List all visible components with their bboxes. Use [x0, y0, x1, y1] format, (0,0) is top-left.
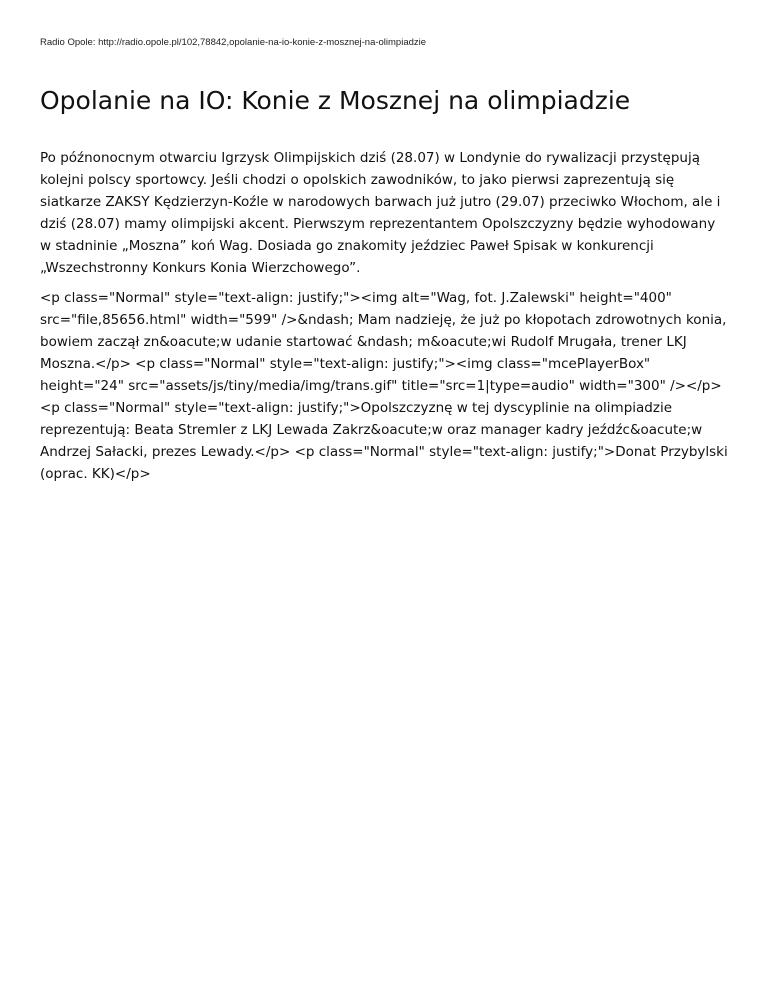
article-lead-paragraph: Po późnonocnym otwarciu Igrzysk Olimpijskich dziś (28.07) w Londynie do rywalizacji przystępują kolejni polscy sportowcy. Jeśli chodzi o opolskich zawodników, to jako pierwsi zaprezentują się siatkarze ZAKSY Kędzierzyn-Koźle w narodowych barwach już jutro (29.07) przeciwko Włochom, ale i dziś (28.07) mamy olimpijski akcent. Pierwszym reprezentantem Opolszczyzny będzie wyhodowany w stadninie „Moszna” koń Wag. Dosiada go znakomity jeździec Paweł Spisak w konkurencji „Wszechstronny Konkurs Konia Wierzchowego”.	[40, 150, 721, 276]
article-raw-html-paragraph: <p class="Normal" style="text-align: justify;"><img alt="Wag, fot. J.Zalewski" height="400" src="file,85656.html" width="599" />&ndash; Mam nadzieję, że już po kłopotach zdrowotnych konia, bowiem zaczął zn&oacute;w udanie startować &ndash; m&oacute;wi Rudolf Mrugała, trener LKJ Moszna.</p> <p class="Normal" style="text-align: justify;"><img class="mcePlayerBox" height="24" src="assets/js/tiny/media/img/trans.gif" title="src=1|type=audio" width="300" /></p> <p class="Normal" style="text-align: justify;">Opolszczyznę w tej dyscyplinie na olimpiadzie reprezentują: Beata Stremler z LKJ Lewada Zakrz&oacute;w oraz manager kadry jeźdźc&oacute;w Andrzej Sałacki, prezes Lewady.</p> <p class="Normal" style="text-align: justify;">Donat Przybylski (oprac. KK)</p>	[40, 290, 728, 482]
article-title: Opolanie na IO: Konie z Mosznej na olimpiadzie	[40, 86, 631, 115]
source-url-line: Radio Opole: http://radio.opole.pl/102,78842,opolanie-na-io-konie-z-mosznej-na-olimpiadzie	[40, 37, 427, 48]
